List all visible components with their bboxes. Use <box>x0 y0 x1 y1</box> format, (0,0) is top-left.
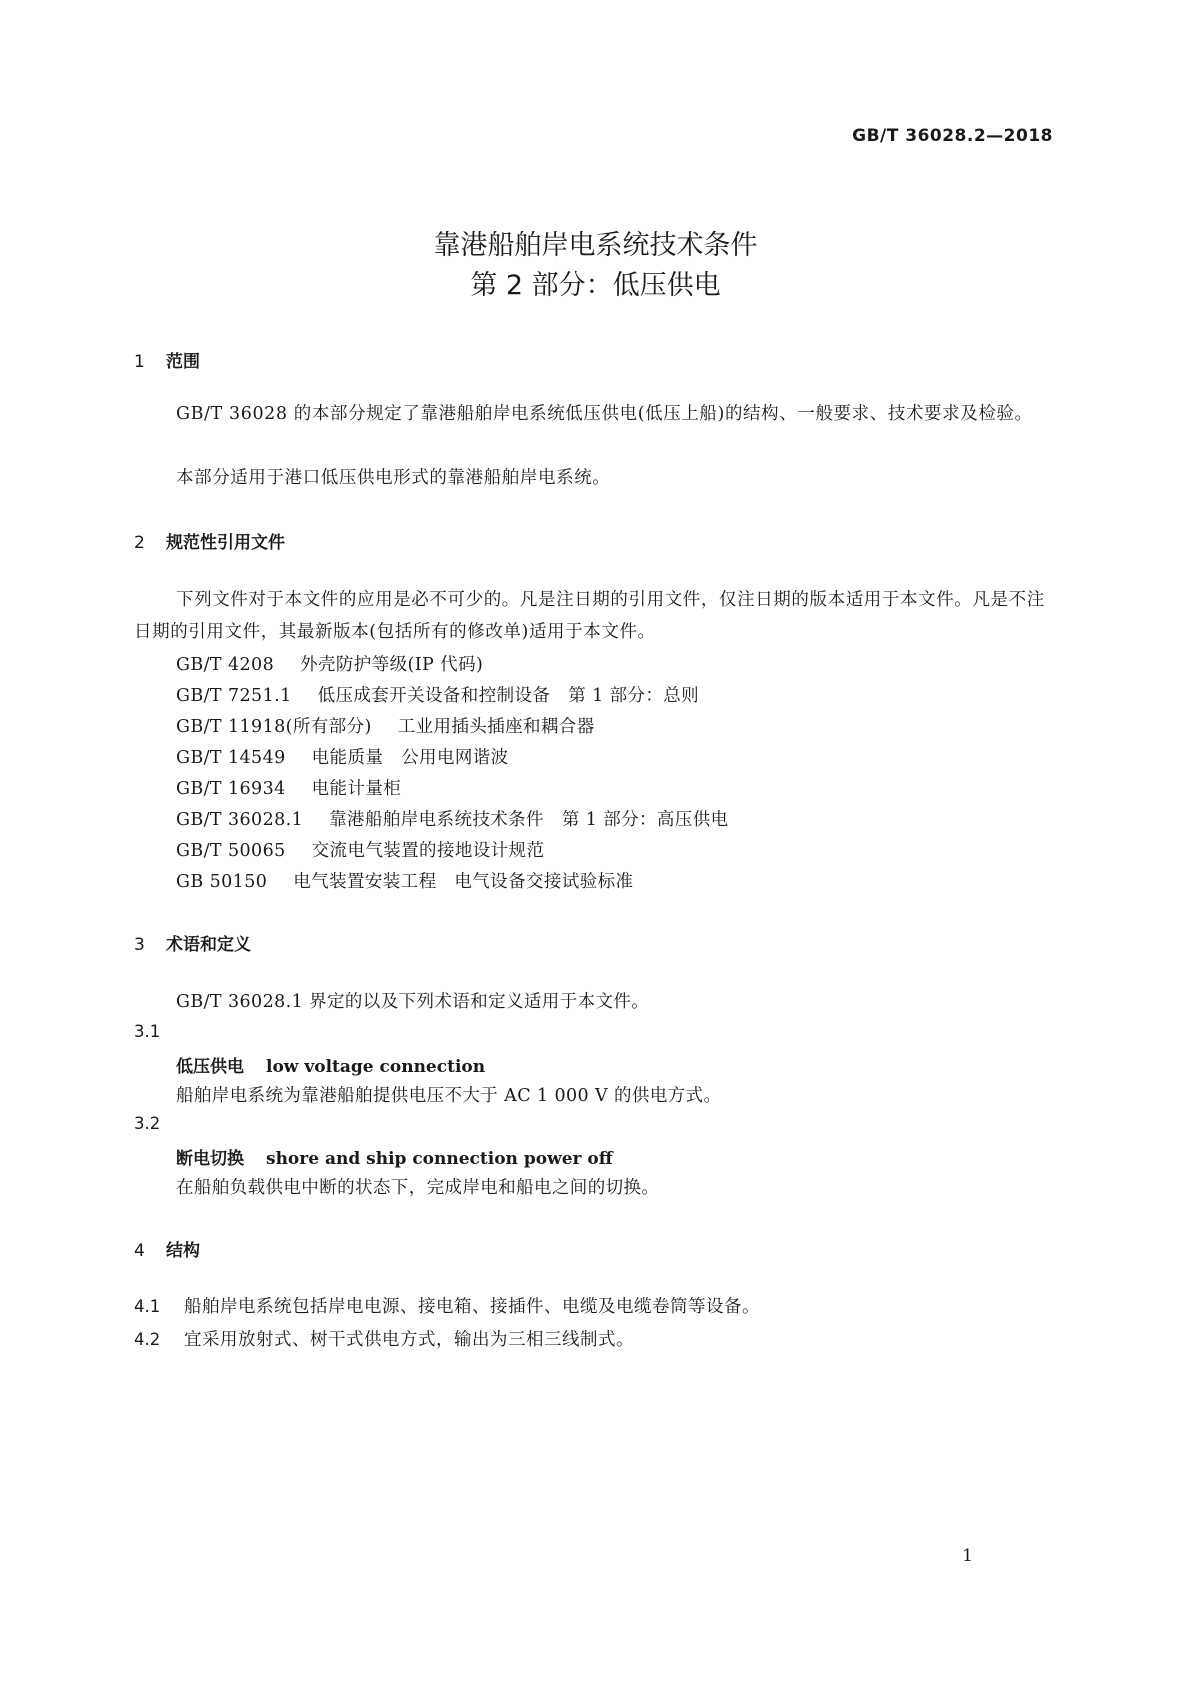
reference-title: 电能计量柜 <box>311 779 402 799</box>
reference-code: GB/T 50065 <box>176 841 286 861</box>
reference-item <box>176 713 595 738</box>
reference-item <box>176 868 633 893</box>
reference-code: GB/T 36028.1 <box>176 810 304 830</box>
reference-item <box>176 775 401 800</box>
term-definition: 在船舶负载供电中断的状态下，完成岸电和船电之间的切换。 <box>176 1178 660 1198</box>
reference-title: 低压成套开关设备和控制设备 第 1 部分：总则 <box>317 686 700 706</box>
reference-item <box>176 806 729 831</box>
reference-item <box>176 682 699 707</box>
reference-title: 外壳防护等级(IP 代码) <box>300 655 484 675</box>
reference-code: GB/T 16934 <box>176 779 286 799</box>
clause-number: 4.1 <box>134 1297 161 1316</box>
section-title: 范围 <box>166 352 200 372</box>
section-1-paragraph-2: 本部分适用于港口低压供电形式的靠港船舶岸电系统。 <box>176 468 611 488</box>
reference-title: 工业用插头插座和耦合器 <box>397 717 595 737</box>
term-number: 3.2 <box>134 1114 161 1133</box>
reference-code: GB/T 7251.1 <box>176 686 292 706</box>
section-number: 1 <box>134 352 145 372</box>
term-definition: 船舶岸电系统为靠港船舶提供电压不大于 AC 1 000 V 的供电方式。 <box>176 1086 722 1106</box>
reference-code: GB/T 11918(所有部分) <box>176 717 372 737</box>
reference-code: GB 50150 <box>176 872 268 892</box>
reference-item <box>176 651 483 676</box>
reference-code: GB/T 14549 <box>176 748 286 768</box>
reference-title: 靠港船舶岸电系统技术条件 第 1 部分：高压供电 <box>329 810 729 830</box>
term-number: 3.1 <box>134 1022 161 1041</box>
clause-item <box>134 1293 760 1318</box>
section-3-intro: GB/T 36028.1 界定的以及下列术语和定义适用于本文件。 <box>176 992 650 1012</box>
clause-number: 4.2 <box>134 1330 161 1349</box>
reference-item <box>176 744 509 769</box>
reference-item <box>176 837 544 862</box>
standard-code: GB/T 36028.2—2018 <box>852 126 1053 146</box>
term-entry <box>176 1052 485 1077</box>
section-title: 规范性引用文件 <box>166 533 285 553</box>
clause-item <box>134 1326 634 1351</box>
reference-title: 电能质量 公用电网谐波 <box>311 748 509 768</box>
term-entry <box>176 1144 613 1169</box>
section-number: 4 <box>134 1241 145 1261</box>
clause-text: 船舶岸电系统包括岸电电源、接电箱、接插件、电缆及电缆卷筒等设备。 <box>184 1297 760 1317</box>
term-chinese: 低压供电 <box>176 1057 244 1077</box>
clause-text: 宜采用放射式、树干式供电方式，输出为三相三线制式。 <box>184 1330 634 1350</box>
section-4-heading <box>134 1236 200 1261</box>
section-1-paragraph-1: GB/T 36028 的本部分规定了靠港船舶岸电系统低压供电(低压上船)的结构、一般要求、技术要求及检验。 <box>176 404 1033 424</box>
page-number: 1 <box>962 1546 973 1566</box>
term-english: shore and ship connection power off <box>266 1149 613 1169</box>
section-3-heading <box>134 930 251 955</box>
term-english: low voltage connection <box>266 1057 486 1077</box>
reference-title: 交流电气装置的接地设计规范 <box>311 841 545 861</box>
section-2-heading <box>134 528 285 553</box>
section-number: 2 <box>134 533 145 553</box>
reference-code: GB/T 4208 <box>176 655 275 675</box>
section-2-intro: 下列文件对于本文件的应用是必不可少的。凡是注日期的引用文件，仅注日期的版本适用于本文件。凡是不注日期的引用文件，其最新版本(包括所有的修改单)适用于本文件。 <box>134 590 1045 642</box>
reference-title: 电气装置安装工程 电气设备交接试验标准 <box>293 872 634 892</box>
document-title <box>0 226 1191 306</box>
section-1-heading <box>134 347 200 372</box>
section-number: 3 <box>134 935 145 955</box>
section-title: 结构 <box>166 1241 200 1261</box>
section-title: 术语和定义 <box>166 935 251 955</box>
title-line-1: 靠港船舶岸电系统技术条件 <box>433 230 758 261</box>
term-chinese: 断电切换 <box>176 1149 244 1169</box>
title-line-2: 第 2 部分：低压供电 <box>470 270 721 301</box>
